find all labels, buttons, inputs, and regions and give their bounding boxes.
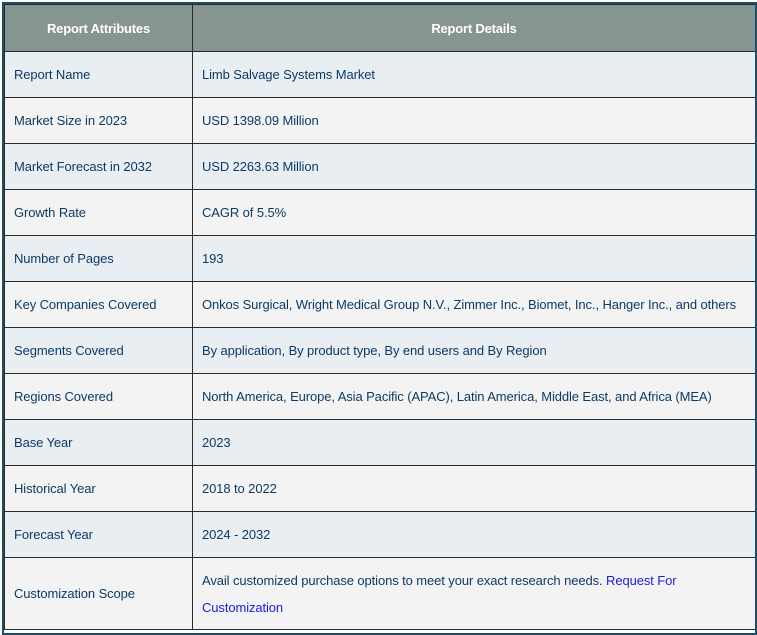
- table-row: [5, 52, 756, 98]
- row-attribute: Segments Covered: [5, 328, 193, 374]
- row-detail: 2018 to 2022: [193, 466, 756, 512]
- table-row: [5, 236, 756, 282]
- table-row: [5, 328, 756, 374]
- row-attribute: Base Year: [5, 420, 193, 466]
- table-row: [5, 466, 756, 512]
- table-row: [5, 512, 756, 558]
- row-detail: 193: [193, 236, 756, 282]
- row-attribute: Key Companies Covered: [5, 282, 193, 328]
- row-detail: [193, 558, 756, 630]
- row-attribute: Report Name: [5, 52, 193, 98]
- table-row: [5, 558, 756, 630]
- request-customization-link[interactable]: Request For Customization: [202, 572, 677, 615]
- table-row: [5, 144, 756, 190]
- row-detail: Limb Salvage Systems Market: [193, 52, 756, 98]
- report-table: [4, 4, 756, 630]
- row-detail: USD 2263.63 Million: [193, 144, 756, 190]
- row-attribute: Market Size in 2023: [5, 98, 193, 144]
- table-row: [5, 420, 756, 466]
- table-row: [5, 98, 756, 144]
- row-attribute: Regions Covered: [5, 374, 193, 420]
- report-table-frame: [2, 2, 757, 635]
- row-attribute: Forecast Year: [5, 512, 193, 558]
- row-detail: Onkos Surgical, Wright Medical Group N.V., Zimmer Inc., Biomet, Inc., Hanger Inc., and others: [193, 282, 756, 328]
- row-attribute: Number of Pages: [5, 236, 193, 282]
- row-attribute: Growth Rate: [5, 190, 193, 236]
- header-report-details: Report Details: [193, 5, 756, 52]
- row-attribute: Market Forecast in 2032: [5, 144, 193, 190]
- row-attribute: Customization Scope: [5, 558, 193, 630]
- row-detail: 2023: [193, 420, 756, 466]
- row-detail: 2024 - 2032: [193, 512, 756, 558]
- table-row: [5, 282, 756, 328]
- header-report-attributes: Report Attributes: [5, 5, 193, 52]
- table-header-row: [5, 5, 756, 52]
- table-row: [5, 374, 756, 420]
- row-detail: North America, Europe, Asia Pacific (APAC), Latin America, Middle East, and Africa (MEA): [193, 374, 756, 420]
- customization-text: Avail customized purchase options to meet your exact research needs.: [202, 572, 603, 588]
- row-attribute: Historical Year: [5, 466, 193, 512]
- row-detail: USD 1398.09 Million: [193, 98, 756, 144]
- row-detail: CAGR of 5.5%: [193, 190, 756, 236]
- table-row: [5, 190, 756, 236]
- row-detail: By application, By product type, By end users and By Region: [193, 328, 756, 374]
